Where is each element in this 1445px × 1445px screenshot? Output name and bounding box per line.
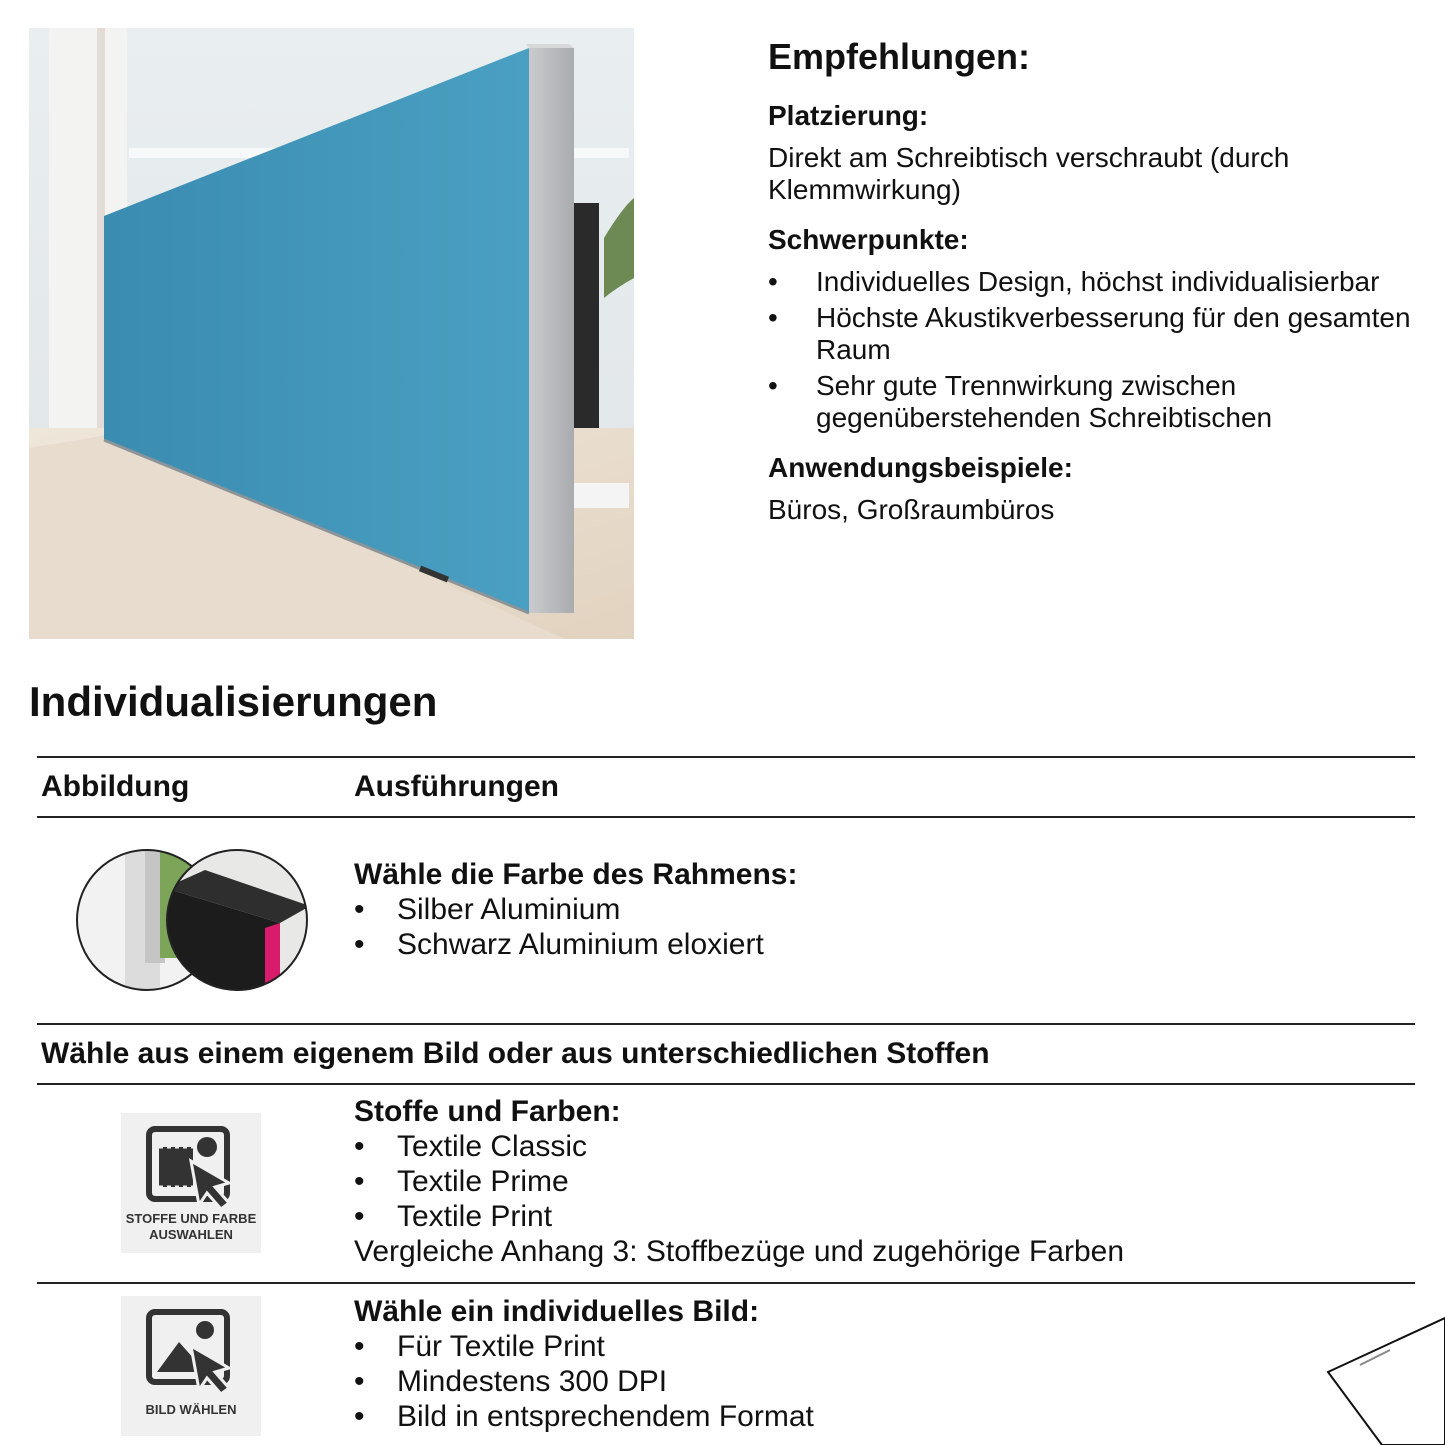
image-select-icon [121, 1296, 261, 1436]
list-item: • Textile Classic [354, 1129, 1404, 1164]
fabric-icon-caption-1: STOFFE UND FARBE [125, 1211, 257, 1226]
divider [37, 756, 1415, 758]
divider [37, 1083, 1415, 1085]
frame-options-list [354, 892, 1404, 962]
fabric-options-list [354, 1129, 1404, 1234]
desk-screen-photo [29, 28, 634, 639]
divider [37, 1282, 1415, 1284]
customizations-title: Individualisierungen [29, 678, 438, 725]
fabric-options [354, 1095, 1404, 1269]
list-item: • Schwarz Aluminium eloxiert [354, 927, 1404, 962]
list-item: • Bild in entsprechendem Format [354, 1399, 1354, 1434]
product-photo [29, 28, 634, 639]
list-item: • Sehr gute Trennwirkung zwischen gegenüberstehenden Schreibtischen [768, 370, 1428, 434]
examples-text: Büros, Großraumbüros [768, 494, 1055, 525]
list-item: • Textile Prime [354, 1164, 1404, 1199]
column-header-image: Abbildung [41, 770, 190, 803]
frame-samples-icon [75, 848, 310, 993]
frame-options [354, 858, 1404, 962]
placement-heading: Platzierung: [768, 100, 929, 131]
frame-options-title: Wähle die Farbe des Rahmens: [354, 858, 798, 891]
list-item: • Textile Print [354, 1199, 1404, 1234]
list-item: • Für Textile Print [354, 1329, 1354, 1364]
frame-color-image [75, 848, 310, 993]
image-options-list [354, 1329, 1354, 1434]
divider [37, 1023, 1415, 1025]
choose-source-row: Wähle aus einem eigenem Bild oder aus unterschiedlichen Stoffen [41, 1037, 990, 1070]
focus-list [768, 266, 1428, 434]
page-curl-decoration [1320, 1310, 1445, 1445]
list-item: • Individuelles Design, höchst individualisierbar [768, 266, 1428, 298]
fabric-select-icon [121, 1113, 261, 1253]
list-item: • Höchste Akustikverbesserung für den gesamten Raum [768, 302, 1428, 366]
list-item: • Silber Aluminium [354, 892, 1404, 927]
list-item: • Mindestens 300 DPI [354, 1364, 1354, 1399]
fabric-icon-caption-2: AUSWAHLEN [149, 1227, 233, 1242]
image-options-title: Wähle ein individuelles Bild: [354, 1295, 760, 1328]
recommendations-section [768, 36, 1428, 544]
examples-heading: Anwendungsbeispiele: [768, 452, 1073, 483]
image-icon-caption: BILD WÄHLEN [145, 1402, 237, 1417]
fabric-note: Vergleiche Anhang 3: Stoffbezüge und zugehörige Farben [354, 1235, 1125, 1268]
divider [37, 816, 1415, 818]
focus-heading: Schwerpunkte: [768, 224, 969, 255]
column-header-options: Ausführungen [354, 770, 559, 803]
image-options [354, 1295, 1354, 1434]
fabric-options-title: Stoffe und Farben: [354, 1095, 621, 1128]
placement-text: Direkt am Schreibtisch verschraubt (durch Klemmwirkung) [768, 142, 1290, 205]
recommendations-title: Empfehlungen: [768, 36, 1030, 77]
